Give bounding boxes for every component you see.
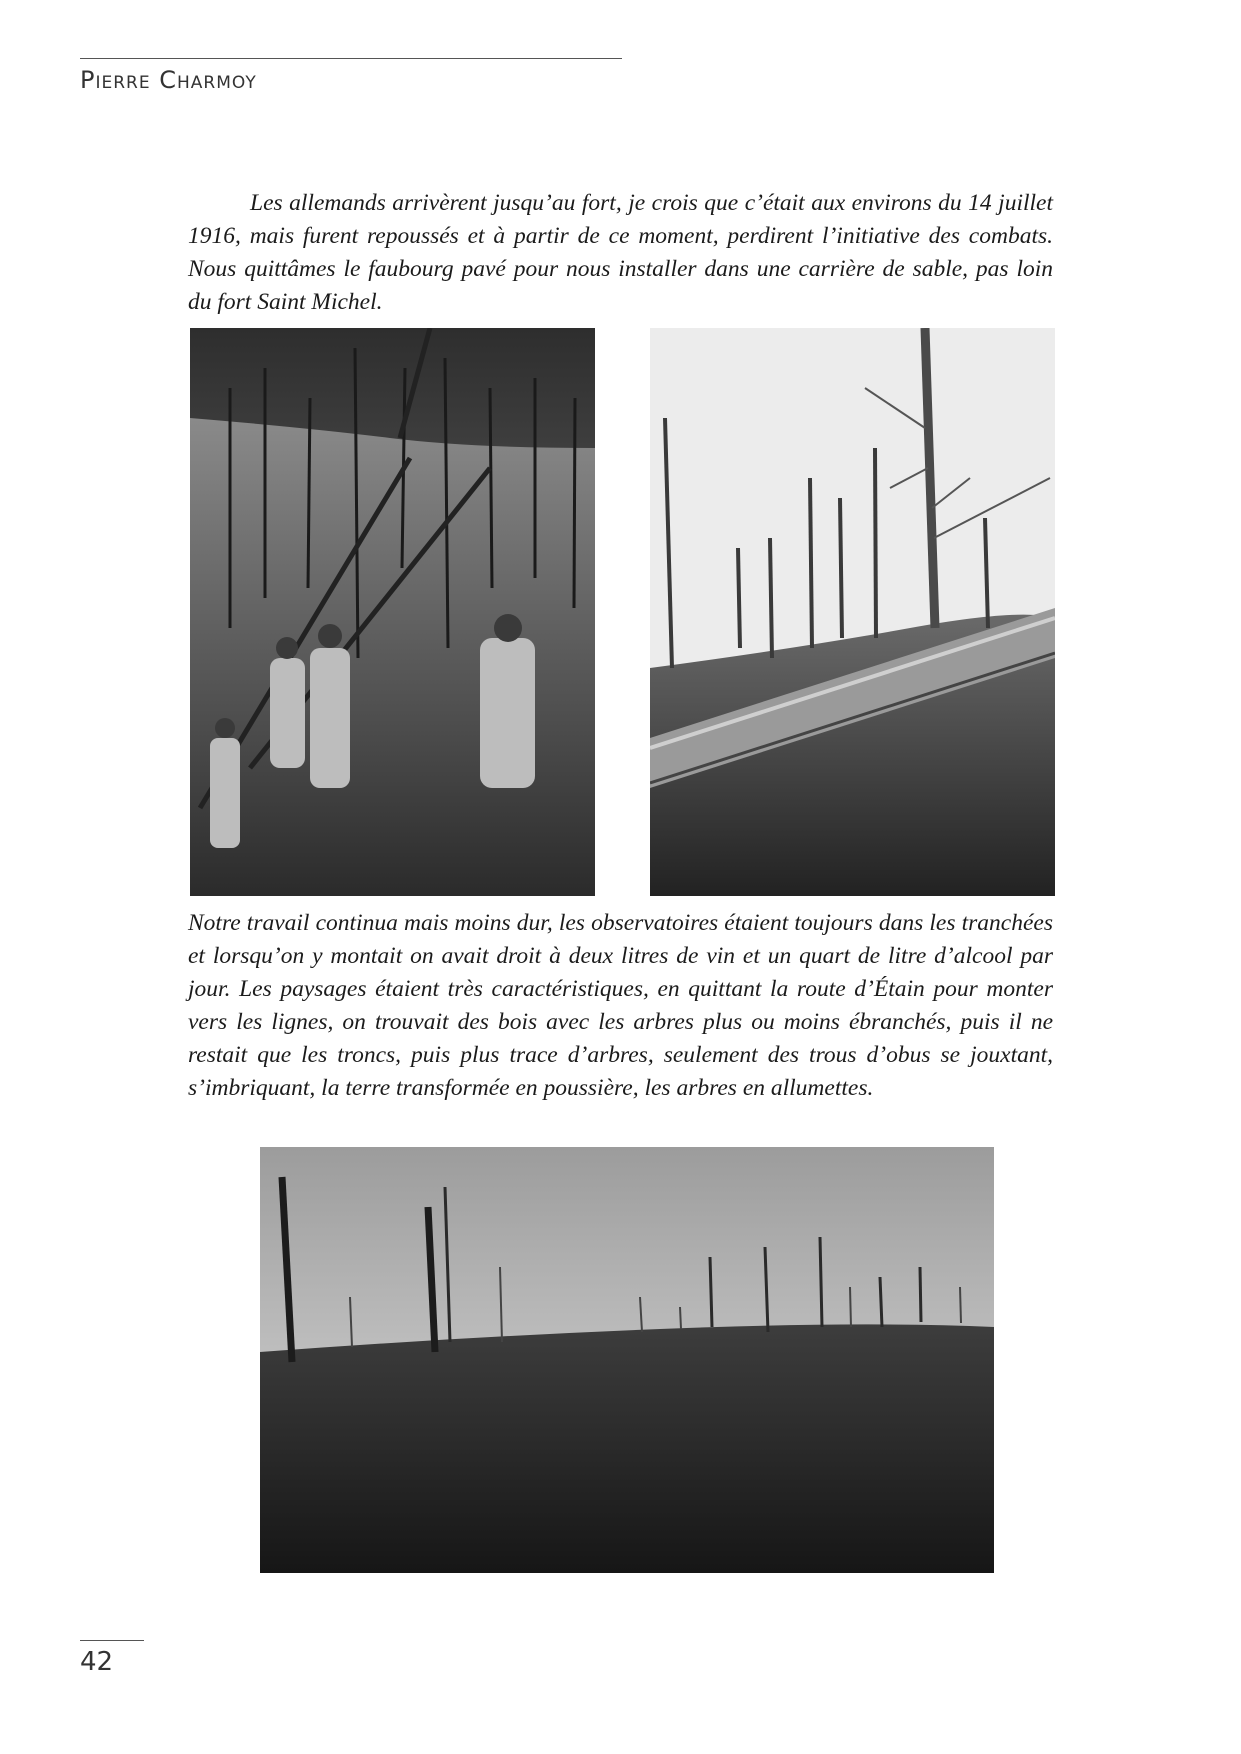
- paragraph-2: Notre travail continua mais moins dur, les observatoires étaient toujours dans les tranchées et lorsqu’on y montait on avait droit à deux litres de vin et un quart de litre d’alcool par jour. Les paysages étaient très caractéristiques, en quittant la route d’Étain pour monter vers les lignes, on trouvait des bois avec les arbres plus ou moins ébranchés, puis il ne restait que les troncs, puis plus trace d’arbres, seulement des trous d’obus se jouxtant, s’imbriquant, la terre transformée en poussière, les arbres en allumettes.: [188, 910, 1053, 1101]
- photo-soldiers-in-forest: [190, 328, 595, 896]
- photo-fallen-trunk: [650, 328, 1055, 896]
- paragraph-1: Les allemands arrivèrent jusqu’au fort, je crois que c’était aux environs du 14 juillet 1916, mais furent repoussés et à partir de ce moment, perdirent l’initiative des combats. Nous quittâmes le faubourg pavé pour nous installer dans une carrière de sable, pas loin du fort Saint Michel.: [188, 190, 1053, 315]
- page-number: 42: [80, 1647, 114, 1677]
- footer-rule: [80, 1640, 144, 1641]
- header-rule: [80, 58, 622, 59]
- photo-devastated-landscape: [260, 1147, 994, 1573]
- running-head: Pierre Charmoy: [80, 66, 257, 94]
